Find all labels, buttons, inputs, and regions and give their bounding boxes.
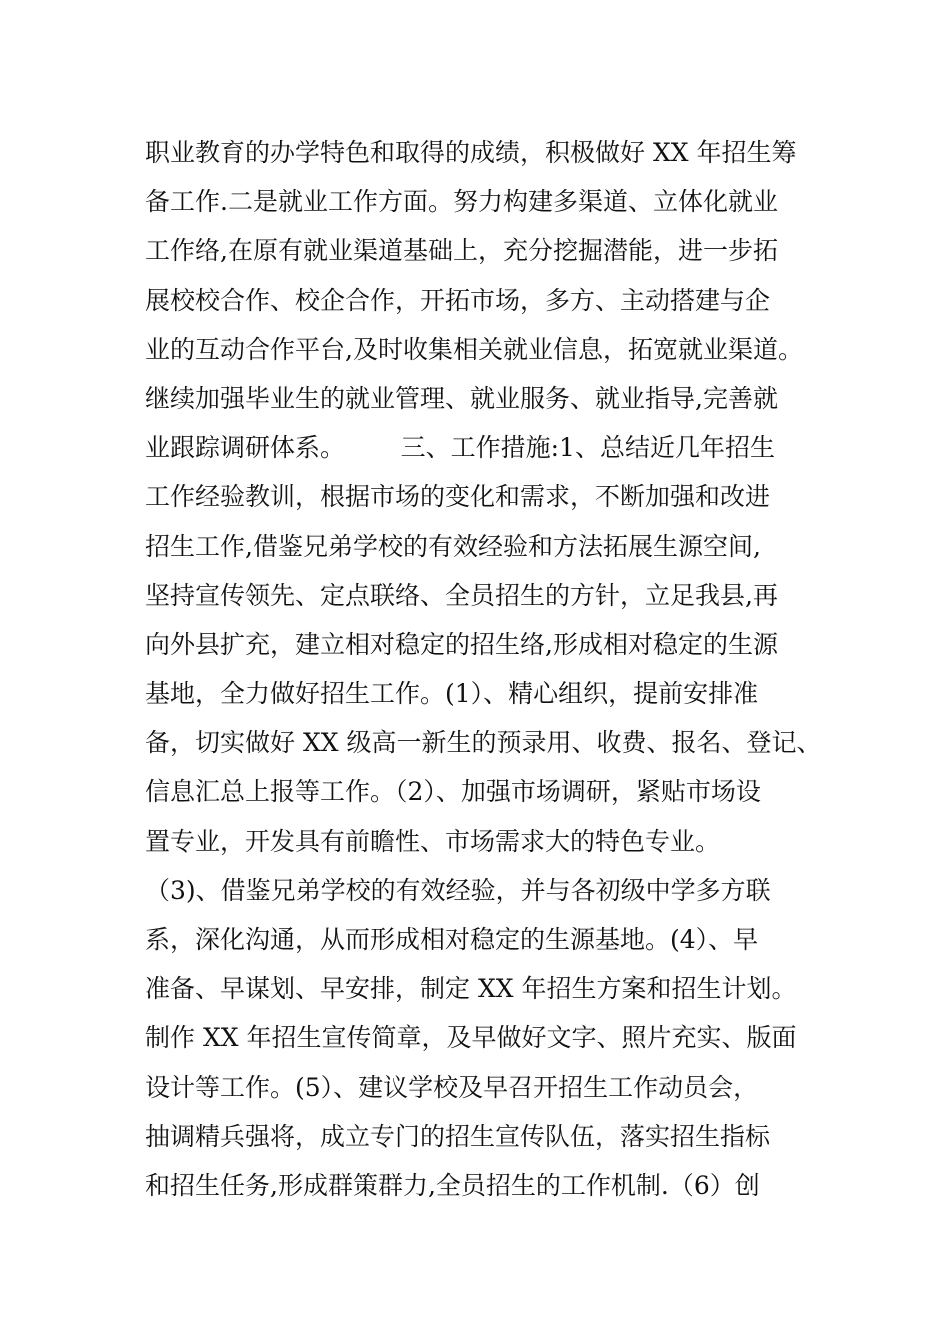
text-line: 抽调精兵强将，成立专门的招生宣传队伍，落实招生指标: [145, 1121, 771, 1151]
text-line: （3)、借鉴兄弟学校的有效经验，并与各初级中学多方联: [145, 875, 771, 905]
text-line: 继续加强毕业生的就业管理、就业服务、就业指导,完善就: [145, 383, 778, 413]
text-line: 工作经验教训，根据市场的变化和需求，不断加强和改进: [145, 482, 771, 512]
text-line: 制作 XX 年招生宣传简章，及早做好文字、照片充实、版面: [145, 1023, 797, 1053]
text-line: 置专业，开发具有前瞻性、市场需求大的特色专业。: [145, 826, 721, 856]
text-line: 备工作.二是就业工作方面。努力构建多渠道、立体化就业: [145, 187, 778, 217]
text-line: 和招生任务,形成群策群力,全员招生的工作机制.（6）创: [145, 1170, 760, 1200]
text-line: 坚持宣传领先、定点联络、全员招生的方针，立足我县,再: [145, 580, 778, 610]
text-line: 业的互动合作平台,及时收集相关就业信息，拓宽就业渠道。: [145, 334, 803, 364]
text-line: 展校校合作、校企合作，开拓市场，多方、主动搭建与企: [145, 285, 771, 315]
text-line: 职业教育的办学特色和取得的成绩，积极做好 XX 年招生筹: [145, 138, 797, 167]
text-line: 基地，全力做好招生工作。(1）、精心组织，提前安排准: [145, 679, 759, 709]
text-line: 工作络,在原有就业渠道基础上，充分挖掘潜能，进一步拓: [145, 236, 778, 266]
text-line: 业跟踪调研体系。 三、工作措施:1、总结近几年招生: [145, 433, 775, 463]
text-line: 设计等工作。(5）、建议学校及早召开招生工作动员会，: [145, 1072, 759, 1102]
text-line: 备，切实做好 XX 级高一新生的预录用、收费、报名、登记、: [145, 728, 822, 758]
body-text: [145, 128, 835, 1210]
text-line: 系，深化沟通，从而形成相对稳定的生源基地。(4）、早: [145, 925, 759, 954]
text-line: 准备、早谋划、早安排，制定 XX 年招生方案和招生计划。: [145, 974, 797, 1004]
text-line: 向外县扩充，建立相对稳定的招生络,形成相对稳定的生源: [145, 629, 778, 659]
text-line: 信息汇总上报等工作。（2）、加强市场调研，紧贴市场设: [145, 777, 761, 807]
text-line: 招生工作,借鉴兄弟学校的有效经验和方法拓展生源空间,: [145, 531, 761, 561]
